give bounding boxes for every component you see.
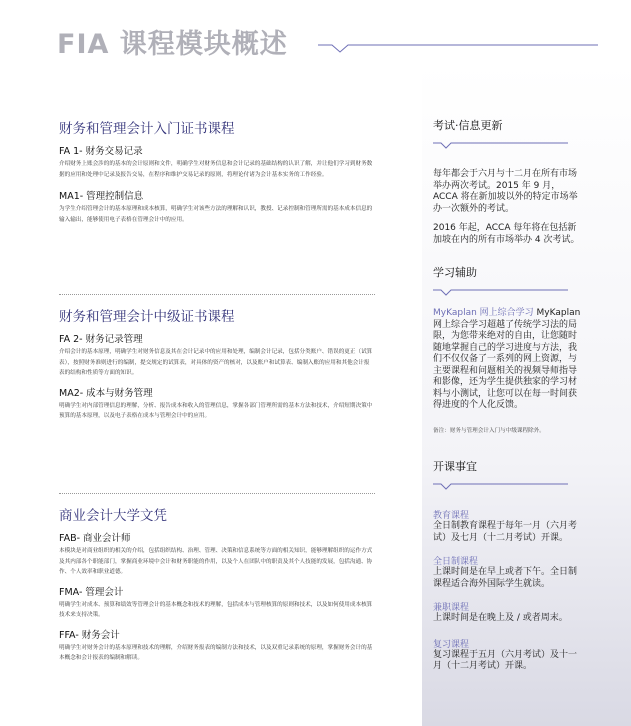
module-body: 明确学生对内部管理信息的理解，分析、报告成本和收入的管理信息，掌握各部门管理所需的基本方法和技术，介绍短期决策中预算的基本原理，以及电子表格在成本与管理会计中的应用。 [59,402,373,419]
schedule-label: 全日制课程 [433,557,479,567]
support-heading: 学习辅助 [433,266,477,279]
module-body: 为学生介绍管理会计的基本原理和成本核算，明确学生对该些方法的理解和认识，教授、记录控制和管理所需的基本成本信息的输入输出，能够使用电子表格在管理会计中的应用。 [59,206,373,223]
module-title: FA 1- 财务交易记录 [59,146,143,157]
schedule-text: 上课时间是在早上或者下午。全日制课程适合海外国际学生就读。 [433,567,578,589]
mykaplan-link[interactable]: MyKaplan 网上综合学习 [433,308,534,318]
page-title: FIA 课程模块概述 [57,29,288,60]
schedule-label: 复习课程 [433,639,470,650]
schedule-item [433,508,583,544]
section-title: 财务和管理会计中级证书课程 [59,309,235,325]
section-business-diploma [59,504,375,664]
support-body: MyKaplan 网上综合学习超越了传统学习法的局限，为您带来绝对的自由，让您随时随地掌握自己的学习进度与方法，我们不仅仅备了一系列的网上资源，与主要课程和问题相关的视频导师指导和影像，还为学生提供独家的学习材料与小测试，让您可以在每一时间获得进度的个人化反馈。 [433,308,581,410]
section-intermediate-certificate [59,305,375,422]
schedule-block [433,458,583,673]
module-body: 明确学生对成本、预算和绩效等管理会计的基本概念和技术的理解，包括成本与管理核算的原则和技术，以及如何使用成本核算技术来支持决策。 [59,601,373,618]
module-title: FAB- 商业会计师 [59,533,131,544]
exam-updates-block [433,117,583,246]
module-title: MA1- 管理控制信息 [59,191,144,202]
module-title: MA2- 成本与财务管理 [59,387,153,399]
schedule-item [433,600,583,625]
schedule-label: 教育课程 [433,511,470,521]
exam-heading: 考试·信息更新 [433,119,503,132]
title-divider [318,44,608,56]
schedule-text: 全日制教育课程于每年一月（六月考试）及七月（十二月考试）开课。 [433,521,578,543]
schedule-text: 上课时间是在晚上及 / 或者周末。 [433,613,568,623]
exam-text-1: 每年都会于六月与十二月在所有市场举办两次考试。2015 年 9 月，ACCA 将在新加坡以外的特定市场举办一次额外的考试。 [433,169,578,214]
module-body: 本模块是对商业组织的相关的介绍，包括组织结构、治理、管理、决策和信息系统等方面的相关知识，能够理解组织的运作方式及其内部各个职能部门，掌握商业环境中会计和财务职能的作用，以及个人在团队中的职责及其个人技能的发展，包括沟通、协作、个人效率和职业道德。 [59,548,373,575]
module-body: 介绍会计的基本原理，明确学生对财务信息及其在会计记录中的应用和处理，编制会计记录，包括分类账户、错误的更正（试算表），按照财务准则进行的编制，提交规定的试算表，对具体的资产的核对，以及账户和试算表、编制入账的应用和其他会计报表的结构和性质等方面的知识。 [59,349,373,376]
section-intro-certificate [59,117,375,225]
module-title: FFA- 财务会计 [59,629,120,641]
exam-text-2: 2016 年起，ACCA 每年将在包括新加坡在内的所有市场举办 4 次考试。 [433,223,580,245]
schedule-heading: 开课事宜 [433,460,477,473]
section-divider [59,294,375,295]
schedule-item [433,554,583,590]
section-divider [59,493,375,494]
heading-underline [433,141,573,151]
module-title: FMA- 管理会计 [59,586,124,598]
heading-underline [433,288,573,298]
study-support-block [433,264,583,434]
heading-underline [433,482,573,492]
schedule-item [433,637,583,673]
schedule-label: 兼职课程 [433,603,470,613]
schedule-text: 复习课程于五月（六月考试）及十一月（十二月考试）开课。 [433,649,578,671]
module-title: FA 2- 财务记录管理 [59,334,143,345]
module-body: 明确学生对财务会计的基本原理和技术的理解，介绍财务报表的编制方法和技术，以及双重记录系统的原理，掌握财务会计的基本概念和会计报表的编制和解读。 [59,644,373,661]
section-title: 财务和管理会计入门证书课程 [59,121,235,137]
section-title: 商业会计大学文凭 [59,508,167,524]
module-body: 介绍财务上账会涉的的基本的会计原则和文件，明确学生对财务信息和会计记录的基础结构的认识了解，并让他们学习到财务数据的应用和处理中记录及报告交易，在程序和维护交易记录的原则，将理论付诸为会计基本实务的工作经验。 [59,161,373,178]
support-note: 备注：财务与管理会计入门与中级课程除外。 [433,427,545,434]
